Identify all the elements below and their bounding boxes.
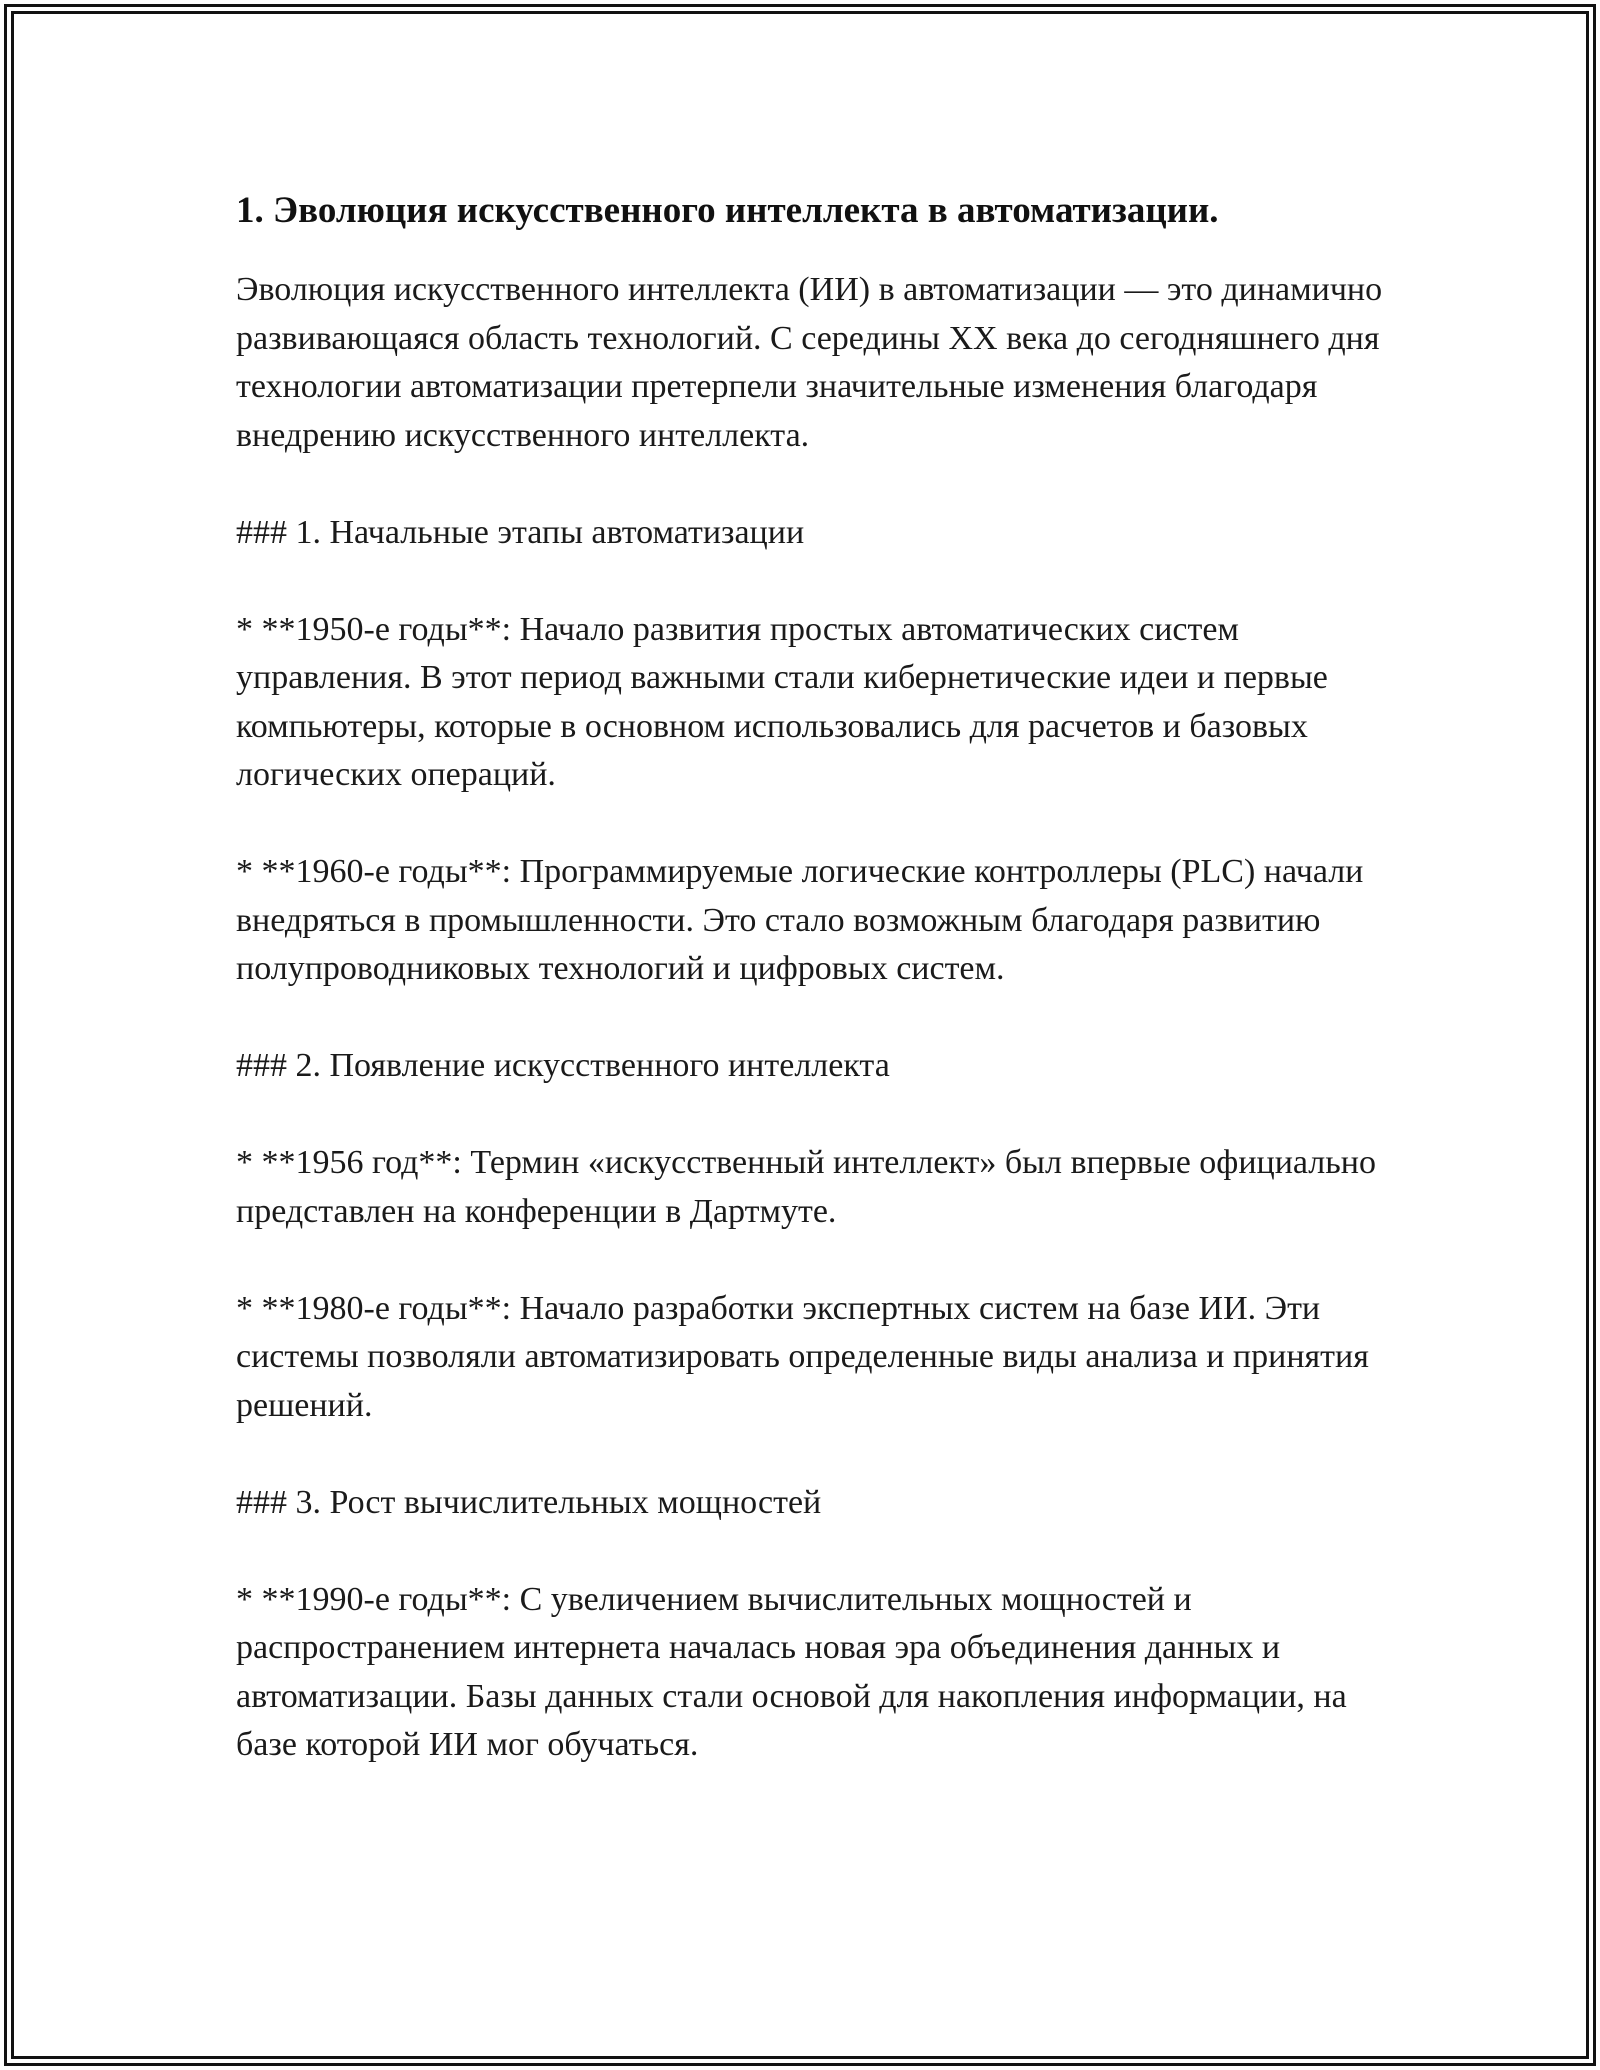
list-item-1990s: * **1990-е годы**: С увеличением вычислительных мощностей и распространением интернета началась новая эра объединения данных и автоматизации. Базы данных стали основой для накопления информации, на базе которой ИИ мог обучаться. bbox=[236, 1580, 1347, 1763]
list-item-1980s: * **1980-е годы**: Начало разработки экспертных систем на базе ИИ. Эти системы позволяли автоматизировать определенные виды анализа и принятия решений. bbox=[236, 1289, 1369, 1424]
list-item-1956: * **1956 год**: Термин «искусственный интеллект» был впервые официально представлен на конференции в Дартмуте. bbox=[236, 1144, 1376, 1230]
document-title: 1. Эволюция искусственного интеллекта в автоматизации. bbox=[236, 190, 1219, 231]
list-item-1950s: * **1950-е годы**: Начало развития простых автоматических систем управления. В этот период важными стали кибернетические идеи и первые компьютеры, которые в основном использовались для расчетов и базовых логических операций. bbox=[236, 610, 1328, 793]
section-heading-1: ### 1. Начальные этапы автоматизации bbox=[236, 513, 805, 551]
section-heading-3: ### 3. Рост вычислительных мощностей bbox=[236, 1483, 822, 1521]
intro-paragraph: Эволюция искусственного интеллекта (ИИ) в автоматизации — это динамично развивающаяся область технологий. С середины XX века до сегодняшнего дня технологии автоматизации претерпели значительные изменения благодаря внедрению искусственного интеллекта. bbox=[236, 271, 1383, 454]
document-body bbox=[236, 184, 1386, 1770]
list-item-1960s: * **1960-е годы**: Программируемые логические контроллеры (PLC) начали внедряться в промышленности. Это стало возможным благодаря развитию полупроводниковых технологий и цифровых систем. bbox=[236, 853, 1364, 987]
section-heading-2: ### 2. Появление искусственного интеллекта bbox=[236, 1047, 890, 1084]
